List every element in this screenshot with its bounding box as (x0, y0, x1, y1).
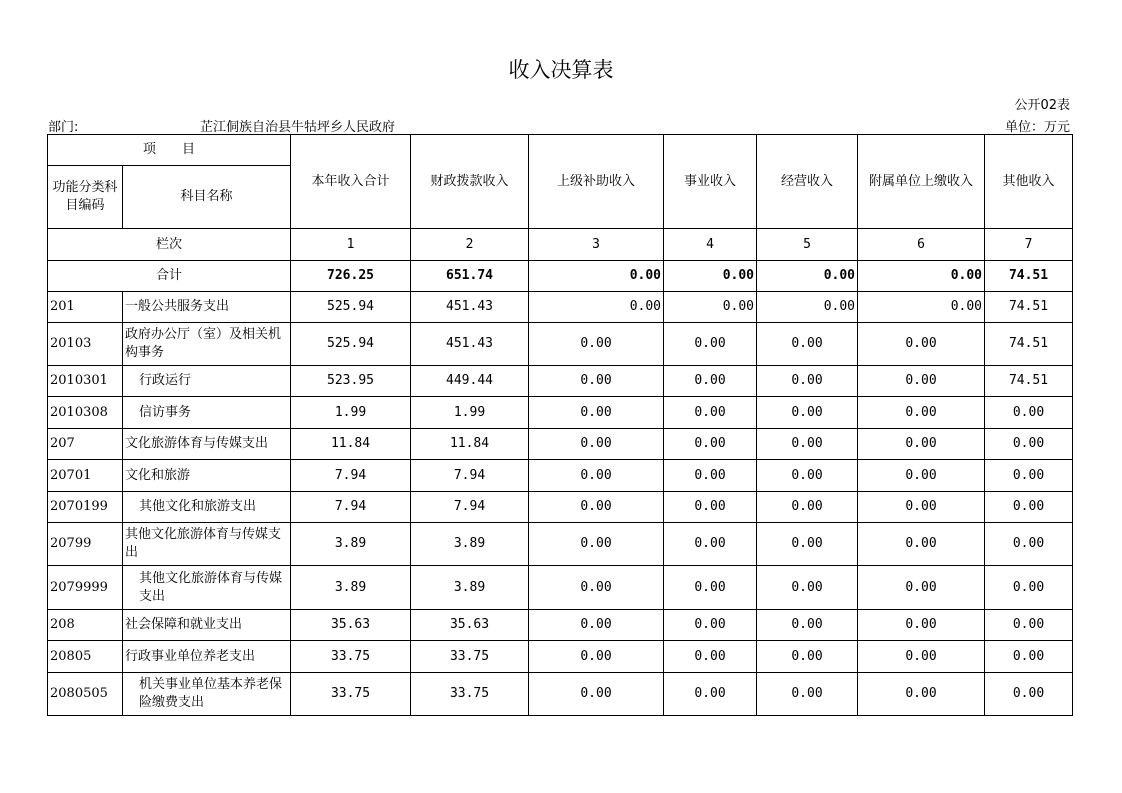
table-row (48, 641, 1073, 673)
row-code: 2080505 (48, 673, 123, 716)
row-value: 11.84 (411, 429, 529, 460)
table-row (48, 610, 1073, 641)
row-value: 0.00 (985, 523, 1073, 566)
row-value: 0.00 (757, 397, 858, 429)
row-value: 7.94 (411, 460, 529, 492)
row-value: 3.89 (291, 566, 411, 610)
row-value: 0.00 (985, 610, 1073, 641)
row-value: 525.94 (291, 323, 411, 366)
row-value: 0.00 (757, 610, 858, 641)
row-value: 0.00 (858, 460, 985, 492)
row-code: 2010308 (48, 397, 123, 429)
row-value: 33.75 (291, 673, 411, 716)
row-value: 0.00 (858, 292, 985, 323)
seq-cell: 5 (757, 229, 858, 261)
row-value: 1.99 (291, 397, 411, 429)
row-name: 文化旅游体育与传媒支出 (123, 429, 291, 460)
row-value: 0.00 (858, 492, 985, 523)
row-name: 文化和旅游 (123, 460, 291, 492)
row-value: 0.00 (757, 460, 858, 492)
row-code: 2070199 (48, 492, 123, 523)
row-value: 0.00 (664, 429, 757, 460)
row-value: 0.00 (529, 323, 664, 366)
row-value: 0.00 (757, 366, 858, 397)
row-value: 0.00 (858, 673, 985, 716)
row-value: 7.94 (291, 492, 411, 523)
row-value: 0.00 (985, 429, 1073, 460)
row-value: 451.43 (411, 292, 529, 323)
row-value: 0.00 (858, 397, 985, 429)
row-value: 3.89 (291, 523, 411, 566)
page-title: 收入决算表 (508, 58, 614, 82)
row-value: 33.75 (411, 641, 529, 673)
total-cell: 74.51 (985, 261, 1073, 292)
unit-label: 单位：万元 (1004, 120, 1070, 135)
row-value: 525.94 (291, 292, 411, 323)
row-value: 74.51 (985, 366, 1073, 397)
seq-cell: 2 (411, 229, 529, 261)
total-cell: 0.00 (529, 261, 664, 292)
row-value: 0.00 (985, 673, 1073, 716)
row-value: 451.43 (411, 323, 529, 366)
table-row (48, 429, 1073, 460)
row-code: 207 (48, 429, 123, 460)
col-header: 上级补助收入 (529, 135, 664, 229)
table-row (48, 323, 1073, 366)
total-cell: 726.25 (291, 261, 411, 292)
row-value: 7.94 (411, 492, 529, 523)
row-name: 社会保障和就业支出 (123, 610, 291, 641)
row-name: 行政事业单位养老支出 (123, 641, 291, 673)
row-value: 0.00 (664, 397, 757, 429)
seq-cell: 3 (529, 229, 664, 261)
col-header: 经营收入 (757, 135, 858, 229)
row-value: 11.84 (291, 429, 411, 460)
row-value: 35.63 (411, 610, 529, 641)
income-table (47, 134, 1073, 716)
row-value: 33.75 (411, 673, 529, 716)
row-value: 35.63 (291, 610, 411, 641)
row-name: 其他文化旅游体育与传媒支出 (123, 523, 291, 566)
row-value: 0.00 (529, 397, 664, 429)
row-value: 0.00 (664, 610, 757, 641)
row-value: 0.00 (757, 566, 858, 610)
row-value: 0.00 (985, 566, 1073, 610)
header-item: 项 目 (48, 135, 291, 166)
row-value: 0.00 (664, 492, 757, 523)
department-name: 芷江侗族自治县牛牯坪乡人民政府 (200, 120, 396, 135)
row-value: 0.00 (757, 523, 858, 566)
row-code: 2010301 (48, 366, 123, 397)
row-value: 33.75 (291, 641, 411, 673)
row-value: 0.00 (529, 460, 664, 492)
total-cell: 0.00 (664, 261, 757, 292)
seq-cell: 7 (985, 229, 1073, 261)
table-row (48, 292, 1073, 323)
row-value: 0.00 (858, 610, 985, 641)
row-name: 其他文化和旅游支出 (123, 492, 291, 523)
col-header: 财政拨款收入 (411, 135, 529, 229)
row-value: 0.00 (858, 323, 985, 366)
col-header: 其他收入 (985, 135, 1073, 229)
row-value: 523.95 (291, 366, 411, 397)
row-value: 0.00 (858, 566, 985, 610)
row-value: 0.00 (664, 641, 757, 673)
seq-cell: 6 (858, 229, 985, 261)
table-row (48, 397, 1073, 429)
row-value: 0.00 (985, 492, 1073, 523)
table-row (48, 523, 1073, 566)
table-row (48, 673, 1073, 716)
row-value: 0.00 (664, 673, 757, 716)
table-row (48, 366, 1073, 397)
table-row (48, 566, 1073, 610)
row-value: 0.00 (529, 641, 664, 673)
row-code: 2079999 (48, 566, 123, 610)
row-value: 74.51 (985, 292, 1073, 323)
seq-label: 栏次 (48, 229, 291, 261)
row-name: 一般公共服务支出 (123, 292, 291, 323)
col-header: 事业收入 (664, 135, 757, 229)
row-value: 0.00 (757, 323, 858, 366)
row-name: 机关事业单位基本养老保险缴费支出 (123, 673, 291, 716)
row-value: 0.00 (529, 429, 664, 460)
row-value: 1.99 (411, 397, 529, 429)
row-value: 0.00 (858, 523, 985, 566)
form-number: 公开02表 (1014, 98, 1070, 113)
row-code: 201 (48, 292, 123, 323)
row-value: 0.00 (858, 366, 985, 397)
seq-cell: 1 (291, 229, 411, 261)
row-code: 208 (48, 610, 123, 641)
row-value: 0.00 (757, 492, 858, 523)
total-cell: 0.00 (858, 261, 985, 292)
seq-cell: 4 (664, 229, 757, 261)
row-code: 20103 (48, 323, 123, 366)
row-value: 0.00 (985, 641, 1073, 673)
row-value: 0.00 (529, 673, 664, 716)
row-value: 3.89 (411, 566, 529, 610)
header-name: 科目名称 (123, 166, 291, 229)
row-value: 0.00 (529, 292, 664, 323)
row-value: 0.00 (529, 566, 664, 610)
row-name: 其他文化旅游体育与传媒支出 (123, 566, 291, 610)
total-cell: 0.00 (757, 261, 858, 292)
total-cell: 651.74 (411, 261, 529, 292)
col-header: 附属单位上缴收入 (858, 135, 985, 229)
row-value: 3.89 (411, 523, 529, 566)
row-value: 0.00 (985, 397, 1073, 429)
row-value: 7.94 (291, 460, 411, 492)
row-code: 20701 (48, 460, 123, 492)
row-value: 0.00 (664, 323, 757, 366)
table-row (48, 460, 1073, 492)
row-value: 0.00 (858, 429, 985, 460)
row-name: 行政运行 (123, 366, 291, 397)
row-name: 政府办公厅（室）及相关机构事务 (123, 323, 291, 366)
row-value: 0.00 (664, 566, 757, 610)
table-row (48, 492, 1073, 523)
row-value: 0.00 (664, 460, 757, 492)
row-value: 449.44 (411, 366, 529, 397)
row-value: 0.00 (985, 460, 1073, 492)
row-value: 0.00 (529, 366, 664, 397)
total-label: 合计 (48, 261, 291, 292)
col-header: 本年收入合计 (291, 135, 411, 229)
header-code: 功能分类科目编码 (48, 166, 123, 229)
row-value: 0.00 (664, 292, 757, 323)
row-value: 0.00 (757, 292, 858, 323)
row-value: 0.00 (529, 523, 664, 566)
row-value: 0.00 (664, 523, 757, 566)
row-name: 信访事务 (123, 397, 291, 429)
row-code: 20805 (48, 641, 123, 673)
row-value: 0.00 (757, 429, 858, 460)
row-code: 20799 (48, 523, 123, 566)
row-value: 0.00 (757, 673, 858, 716)
row-value: 0.00 (529, 610, 664, 641)
row-value: 0.00 (858, 641, 985, 673)
row-value: 0.00 (757, 641, 858, 673)
row-value: 0.00 (664, 366, 757, 397)
row-value: 74.51 (985, 323, 1073, 366)
row-value: 0.00 (529, 492, 664, 523)
department-label: 部门: (48, 120, 79, 135)
